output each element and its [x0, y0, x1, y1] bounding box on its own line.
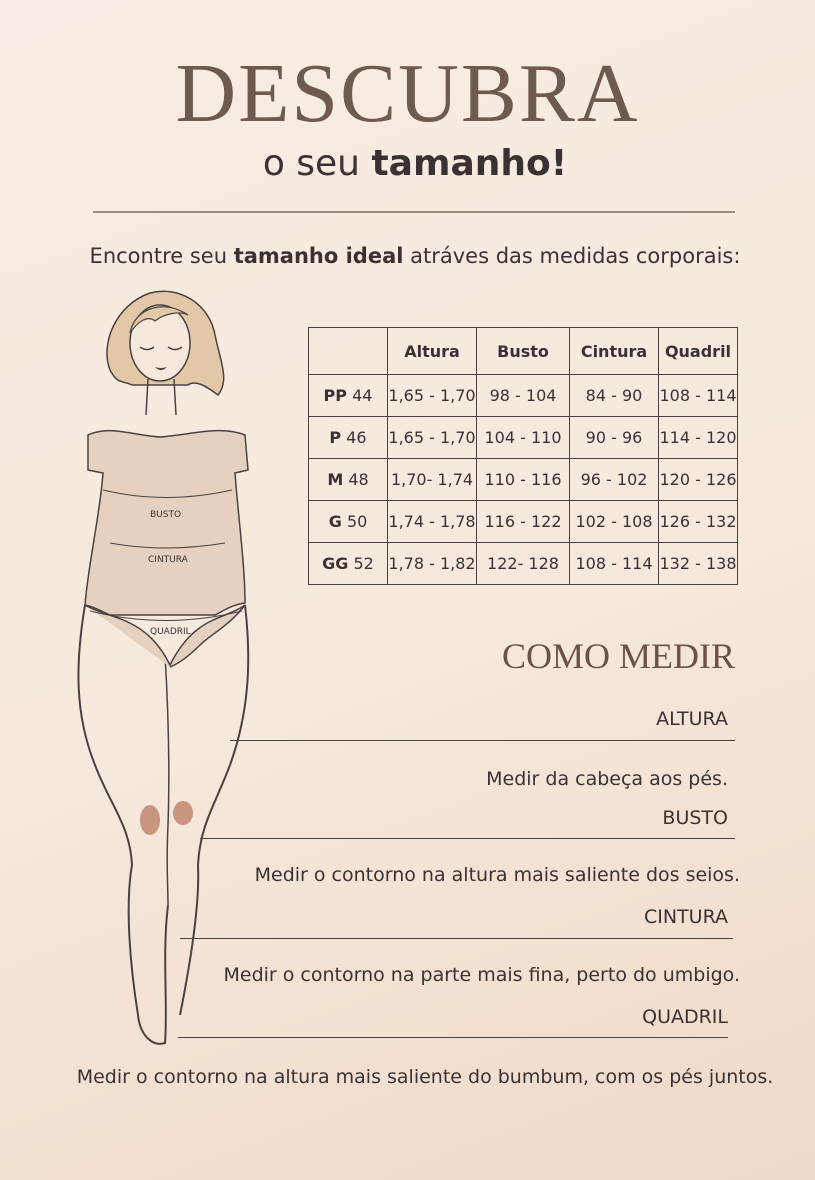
size-letter: P [329, 428, 342, 447]
table-header-cintura: Cintura [570, 328, 659, 375]
measure-desc-busto: Medir o contorno na altura mais saliente dos seios. [254, 864, 740, 886]
altura-cell: 1,65 - 1,70 [388, 375, 477, 417]
measure-label-busto: BUSTO [662, 807, 728, 829]
figure-label-cintura: CINTURA [148, 555, 188, 565]
altura-cell: 1,74 - 1,78 [388, 501, 477, 543]
left-knee [140, 805, 160, 835]
measure-desc-cintura: Medir o contorno na parte mais fina, perto do umbigo. [223, 964, 740, 986]
table-row [309, 459, 738, 501]
measure-line-cintura [180, 938, 733, 939]
busto-cell: 98 - 104 [477, 375, 570, 417]
size-cell [309, 501, 388, 543]
page-title: DESCUBRA [175, 47, 640, 140]
busto-cell: 116 - 122 [477, 501, 570, 543]
table-header-quadril: Quadril [659, 328, 738, 375]
measure-line-busto [200, 838, 735, 839]
cintura-cell: 108 - 114 [570, 543, 659, 585]
size-cell [309, 459, 388, 501]
quadril-cell: 108 - 114 [659, 375, 738, 417]
table-row [309, 417, 738, 459]
size-number: 44 [352, 386, 373, 405]
cintura-cell: 90 - 96 [570, 417, 659, 459]
size-cell [309, 417, 388, 459]
table-row [309, 375, 738, 417]
cintura-cell: 96 - 102 [570, 459, 659, 501]
intro-text [0, 244, 815, 268]
size-number: 46 [346, 428, 367, 447]
size-number: 52 [353, 554, 374, 573]
altura-cell: 1,70- 1,74 [388, 459, 477, 501]
table-header-busto: Busto [477, 328, 570, 375]
size-letter: PP [323, 386, 347, 405]
figure-label-busto: BUSTO [150, 510, 182, 520]
subtitle-prefix: o seu [262, 143, 361, 184]
busto-cell: 122- 128 [477, 543, 570, 585]
figure-label-quadril: QUADRIL [150, 627, 191, 637]
table-header-row [309, 328, 738, 375]
busto-cell: 104 - 110 [477, 417, 570, 459]
size-letter: GG [322, 554, 349, 573]
quadril-cell: 132 - 138 [659, 543, 738, 585]
quadril-cell: 114 - 120 [659, 417, 738, 459]
inner-leg [165, 655, 169, 905]
size-cell [309, 375, 388, 417]
table-row [309, 543, 738, 585]
cintura-cell: 84 - 90 [570, 375, 659, 417]
table-row [309, 501, 738, 543]
size-number: 48 [348, 470, 369, 489]
torso-bodysuit [85, 431, 248, 615]
size-number: 50 [346, 512, 368, 531]
cintura-cell: 102 - 108 [570, 501, 659, 543]
measure-label-altura: ALTURA [656, 708, 728, 730]
measure-desc-quadril: Medir o contorno na altura mais saliente do bumbum, com os pés juntos. [76, 1066, 774, 1088]
size-letter: M [327, 470, 344, 489]
subtitle-bold: tamanho! [371, 143, 568, 184]
body-figure-illustration [70, 285, 260, 1055]
measure-line-quadril [178, 1037, 728, 1038]
size-letter: G [328, 512, 342, 531]
measure-line-altura [230, 740, 735, 741]
intro-prefix: Encontre seu [89, 244, 228, 268]
quadril-cell: 126 - 132 [659, 501, 738, 543]
altura-cell: 1,78 - 1,82 [388, 543, 477, 585]
measure-label-quadril: QUADRIL [642, 1006, 728, 1028]
size-table [308, 327, 738, 585]
title-divider [93, 211, 735, 213]
table-header-altura: Altura [388, 328, 477, 375]
measure-desc-altura: Medir da cabeça aos pés. [486, 768, 728, 790]
size-cell [309, 543, 388, 585]
busto-cell: 110 - 116 [477, 459, 570, 501]
intro-bold: tamanho ideal [233, 244, 404, 268]
page-subtitle [0, 143, 815, 184]
right-knee [173, 801, 193, 825]
altura-cell: 1,65 - 1,70 [388, 417, 477, 459]
quadril-cell: 120 - 126 [659, 459, 738, 501]
table-header-empty [309, 328, 388, 375]
how-to-title: COMO MEDIR [501, 636, 735, 676]
measure-label-cintura: CINTURA [643, 906, 728, 928]
intro-suffix: atráves das medidas corporais: [410, 244, 741, 268]
